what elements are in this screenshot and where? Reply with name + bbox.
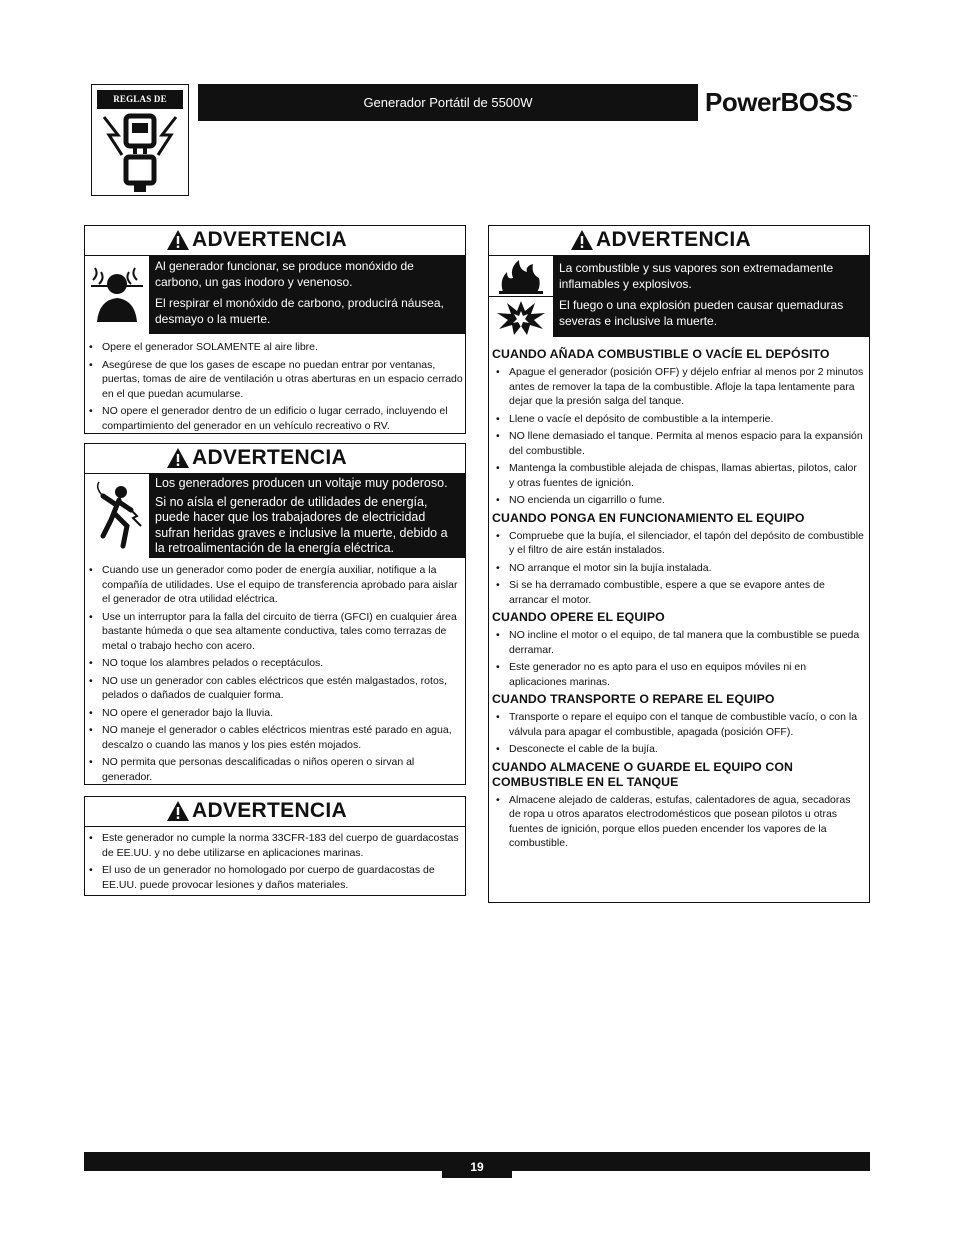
list-item: • NO opere el generador bajo la lluvia. <box>85 706 465 721</box>
list-item: • Este generador no es apto para el uso en equipos móviles ni en aplicaciones marinas. <box>492 660 865 689</box>
safety-badge-label: REGLAS DE SEGURIDAD <box>97 90 183 109</box>
warning-header <box>85 226 465 256</box>
list-item: • NO opere el generador dentro de un edificio o lugar cerrado, incluyendo el compartimiento del generador en un vehículo recreativo o RV. <box>85 404 465 433</box>
section-bullet-list <box>492 710 865 757</box>
list-item: • Use un interruptor para la falla del circuito de tierra (GFCI) en cualquier área bastante húmeda o que sea altamente conductiva, tales como terrazas de metal o trabajo hecho con acero. <box>85 610 465 654</box>
hazard-text-line: El respirar el monóxido de carbono, producirá náusea, desmayo o la muerte. <box>155 296 444 326</box>
hazard-statement <box>489 256 869 337</box>
fume-inhalation-icon <box>85 256 150 334</box>
section-bullet-list <box>492 793 865 851</box>
warning-heading: ADVERTENCIA <box>192 228 347 251</box>
list-item: • Almacene alejado de calderas, estufas, calentadores de agua, secadoras de ropa u otros aparatos electrodomésticos que posean pilotos u otras fuentes de ignición, porque ellos pueden encender los vapores de la combustible. <box>492 793 865 851</box>
page-number: 19 <box>442 1152 512 1178</box>
section-title: CUANDO OPERE EL EQUIPO <box>492 610 665 624</box>
list-item: • Opere el generador SOLAMENTE al aire libre. <box>85 340 465 355</box>
hazard-text <box>150 256 465 334</box>
warning-box-fuel <box>488 225 870 903</box>
hazard-text-line: La combustible y sus vapores son extremadamente inflamables y explosivos. <box>559 261 834 291</box>
document-title: Generador Portátil de 5500W <box>198 84 698 121</box>
list-item: • Este generador no cumple la norma 33CFR-183 del cuerpo de guardacostas de EE.UU. y no debe utilizarse en aplicaciones marinas. <box>85 831 465 860</box>
section-bullet-list <box>492 365 865 508</box>
list-item: • Llene o vacíe el depósito de combustible a la intemperie. <box>492 412 865 427</box>
list-item: • NO incline el motor o el equipo, de tal manera que la combustible se pueda derramar. <box>492 628 865 657</box>
hazard-text-line: Los generadores producen un voltaje muy poderoso. <box>155 476 448 490</box>
warning-header <box>489 226 869 256</box>
section-title: CUANDO ALMACENE O GUARDE EL EQUIPO CON COMBUSTIBLE EN EL TANQUE <box>492 759 793 789</box>
brand-name: PowerBOSS <box>705 87 853 117</box>
warning-bullet-list <box>85 827 465 892</box>
list-item: • Apague el generador (posición OFF) y déjelo enfriar al menos por 2 minutos antes de remover la tapa de la combustible. Afloje la tapa lentamente para dejar que la presión salga del tanque. <box>492 365 865 409</box>
list-item: • Compruebe que la bujía, el silenciador, el tapón del depósito de combustible y el filtro de aire están instalados. <box>492 529 865 558</box>
section-bullet-list <box>492 529 865 608</box>
list-item: • NO use un generador con cables eléctricos que estén malgastados, rotos, pelados o dañados de cualquier forma. <box>85 674 465 703</box>
hazard-text-line: Si no aísla el generador de utilidades de energía, puede hacer que los trabajadores de electricidad sufran heridas graves e inclusive la muerte, debido a la retroalimentación de la energía eléctrica. <box>155 494 448 555</box>
brand-trademark: ™ <box>852 95 858 101</box>
hazard-text <box>554 256 869 337</box>
list-item: • Cuando use un generador como poder de energía auxiliar, notifique a la compañía de utilidades. Use el equipo de transferencia aprobado para aislar el generador de otra utilidad eléctrica. <box>85 563 465 607</box>
hazard-statement <box>85 256 465 334</box>
fire-explosion-icons <box>489 256 554 337</box>
list-item: • Desconecte el cable de la bujía. <box>492 742 865 757</box>
fuel-safety-sections <box>489 337 869 851</box>
safety-rules-logo <box>91 84 189 196</box>
list-item: • NO encienda un cigarrillo o fume. <box>492 493 865 508</box>
warning-bullet-list <box>85 558 465 784</box>
list-item: • NO toque los alambres pelados o receptáculos. <box>85 656 465 671</box>
warning-box-marine <box>84 796 466 896</box>
warning-triangle-icon <box>166 800 190 822</box>
warning-triangle-icon <box>166 229 190 251</box>
hazard-text-line: El fuego o una explosión pueden causar quemaduras severas e inclusive la muerte. <box>559 298 844 328</box>
warning-heading: ADVERTENCIA <box>192 446 347 469</box>
list-item: • Asegúrese de que los gases de escape no puedan entrar por ventanas, puertas, tomas de aire de ventilación u otras aberturas en un espacio cerrado en el que puedan acumularse. <box>85 358 465 402</box>
hazard-statement <box>85 474 465 558</box>
warning-triangle-icon <box>166 447 190 469</box>
warning-bullet-list <box>85 334 465 433</box>
warning-triangle-icon <box>570 229 594 251</box>
list-item: • NO llene demasiado el tanque. Permita al menos espacio para la expansión del combustible. <box>492 429 865 458</box>
brand-logo <box>705 84 870 121</box>
warning-box-electrical <box>84 443 466 785</box>
explosion-icon <box>489 297 553 337</box>
warning-heading: ADVERTENCIA <box>192 799 347 822</box>
warning-header <box>85 444 465 474</box>
hazard-text-line: Al generador funcionar, se produce monóxido de carbono, un gas inodoro y venenoso. <box>155 259 414 289</box>
list-item: • NO arranque el motor sin la bujía instalada. <box>492 561 865 576</box>
section-bullet-list <box>492 628 865 689</box>
list-item: • Mantenga la combustible alejada de chispas, llamas abiertas, pilotos, calor y otras fuentes de ignición. <box>492 461 865 490</box>
section-title: CUANDO TRANSPORTE O REPARE EL EQUIPO <box>492 692 775 706</box>
warning-box-carbon-monoxide <box>84 225 466 434</box>
list-item: • NO maneje el generador o cables eléctricos mientras esté parado en agua, descalzo o cuando las manos y los pies estén mojados. <box>85 723 465 752</box>
list-item: • NO permita que personas descalificadas o niños operen o sirvan al generador. <box>85 755 465 784</box>
list-item: • El uso de un generador no homologado por cuerpo de guardacostas de EE.UU. puede provocar lesiones y daños materiales. <box>85 863 465 892</box>
electric-shock-icon <box>85 474 150 558</box>
section-title: CUANDO PONGA EN FUNCIONAMIENTO EL EQUIPO <box>492 510 805 525</box>
fire-icon <box>489 256 553 297</box>
warning-heading: ADVERTENCIA <box>596 228 751 251</box>
hazard-text <box>150 474 465 558</box>
warning-header <box>85 797 465 827</box>
section-title: CUANDO AÑADA COMBUSTIBLE O VACÍE EL DEPÓSITO <box>492 347 830 361</box>
list-item: • Si se ha derramado combustible, espere a que se evapore antes de arrancar el motor. <box>492 578 865 607</box>
plug-hazard-icon <box>96 111 184 193</box>
list-item: • Transporte o repare el equipo con el tanque de combustible vacío, o con la válvula para apagar el combustible, apagada (posición OFF). <box>492 710 865 739</box>
